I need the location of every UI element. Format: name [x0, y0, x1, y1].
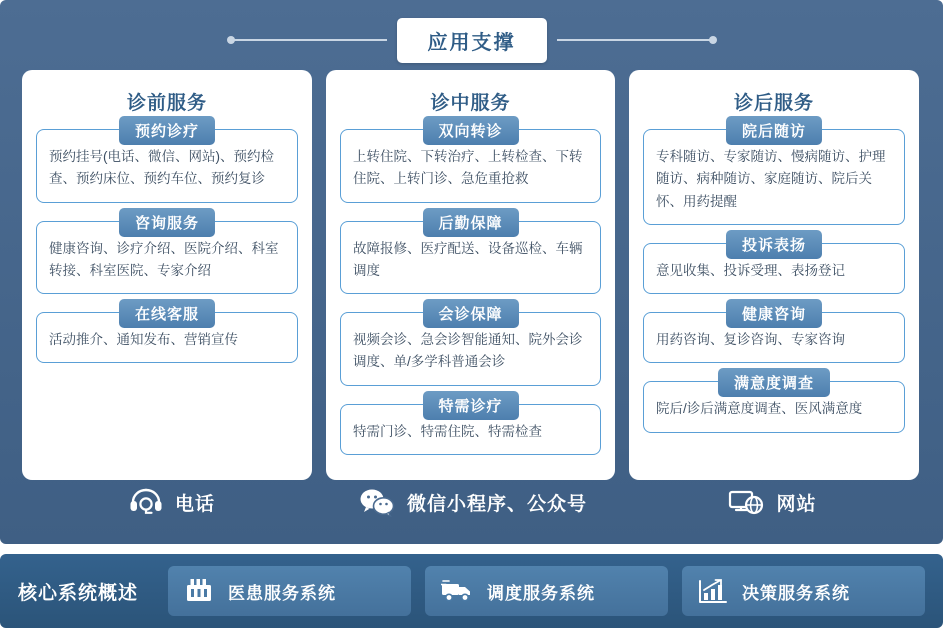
group-label: 院后随访 — [726, 116, 822, 145]
system-item-dispatch-service[interactable] — [425, 566, 668, 616]
group-body: 预约挂号(电话、微信、网站)、预约检查、预约床位、预约车位、预约复诊 — [49, 149, 274, 187]
channels-row — [22, 487, 921, 517]
column-title: 诊后服务 — [733, 93, 814, 114]
group-label: 咨询服务 — [119, 208, 215, 237]
group-logistics[interactable] — [340, 214, 601, 295]
group-label: 双向转诊 — [422, 116, 518, 145]
group-consultation-service[interactable] — [36, 214, 298, 295]
connector-dot-left — [227, 36, 235, 44]
system-item-patient-service[interactable] — [168, 566, 411, 616]
group-body: 健康咨询、诊疗介绍、医院介绍、科室转接、科室医院、专家介绍 — [49, 240, 279, 278]
system-item-label: 医患服务系统 — [228, 583, 336, 603]
connector-line-left — [229, 39, 387, 41]
connector-line-right — [557, 39, 715, 41]
group-body: 特需门诊、特需住院、特需检查 — [353, 423, 542, 439]
wechat-icon — [359, 487, 395, 517]
column-pre-visit — [22, 70, 312, 480]
group-follow-up[interactable] — [643, 123, 905, 225]
website-icon — [728, 487, 764, 517]
bottom-bar-items — [168, 566, 925, 616]
channel-phone[interactable] — [22, 487, 322, 517]
channel-label: 微信小程序、公众号 — [406, 493, 587, 515]
columns-container — [22, 70, 921, 480]
page-title: 应用支撑 — [397, 18, 547, 63]
group-body: 院后/诊后满意度调查、医风满意度 — [656, 401, 863, 417]
group-two-way-referral[interactable] — [340, 123, 601, 203]
channel-wechat[interactable] — [322, 487, 624, 517]
column-title: 诊中服务 — [430, 93, 511, 114]
channel-website[interactable] — [624, 487, 921, 517]
group-body: 上转住院、下转治疗、上转检查、下转住院、上转门诊、急危重抢救 — [353, 149, 583, 187]
group-label: 在线客服 — [119, 299, 215, 328]
group-label: 特需诊疗 — [422, 391, 518, 420]
truck-icon — [441, 578, 473, 604]
group-body: 视频会诊、急会诊智能通知、院外会诊调度、单/多学科普通会诊 — [353, 332, 583, 370]
group-body: 用药咨询、复诊咨询、专家咨询 — [656, 332, 845, 348]
system-item-label: 调度服务系统 — [487, 583, 595, 603]
group-label: 健康咨询 — [726, 299, 822, 328]
bottom-bar-title: 核心系统概述 — [18, 582, 139, 604]
bottom-bar — [0, 554, 943, 628]
system-item-label: 决策服务系统 — [742, 583, 850, 603]
group-complaint-praise[interactable] — [643, 236, 905, 294]
chart-icon — [698, 578, 728, 604]
group-body: 故障报修、医疗配送、设备巡检、车辆调度 — [353, 240, 583, 278]
group-joint-consultation[interactable] — [340, 306, 601, 386]
group-body: 活动推介、通知发布、营销宣传 — [49, 332, 238, 348]
headset-icon — [129, 487, 163, 517]
channel-label: 电话 — [174, 493, 215, 515]
group-label: 会诊保障 — [422, 299, 518, 328]
group-label: 后勤保障 — [422, 208, 518, 237]
system-item-decision-service[interactable] — [682, 566, 925, 616]
column-post-visit — [629, 70, 919, 480]
column-title: 诊前服务 — [126, 93, 207, 114]
channel-label: 网站 — [776, 493, 817, 515]
column-during-visit — [326, 70, 615, 480]
group-appointment[interactable] — [36, 123, 298, 203]
group-label: 满意度调查 — [718, 368, 830, 397]
hospital-icon — [184, 578, 214, 604]
group-body: 意见收集、投诉受理、表扬登记 — [656, 262, 845, 278]
header-area — [0, 18, 943, 62]
connector-dot-right — [709, 36, 717, 44]
group-label: 预约诊疗 — [119, 116, 215, 145]
group-special-needs[interactable] — [340, 397, 601, 455]
group-body: 专科随访、专家随访、慢病随访、护理随访、病种随访、家庭随访、院后关怀、用药提醒 — [656, 149, 886, 209]
group-satisfaction-survey[interactable] — [643, 375, 905, 432]
group-online-support[interactable] — [36, 306, 298, 363]
group-label: 投诉表扬 — [726, 230, 822, 259]
group-health-consultation[interactable] — [643, 306, 905, 363]
